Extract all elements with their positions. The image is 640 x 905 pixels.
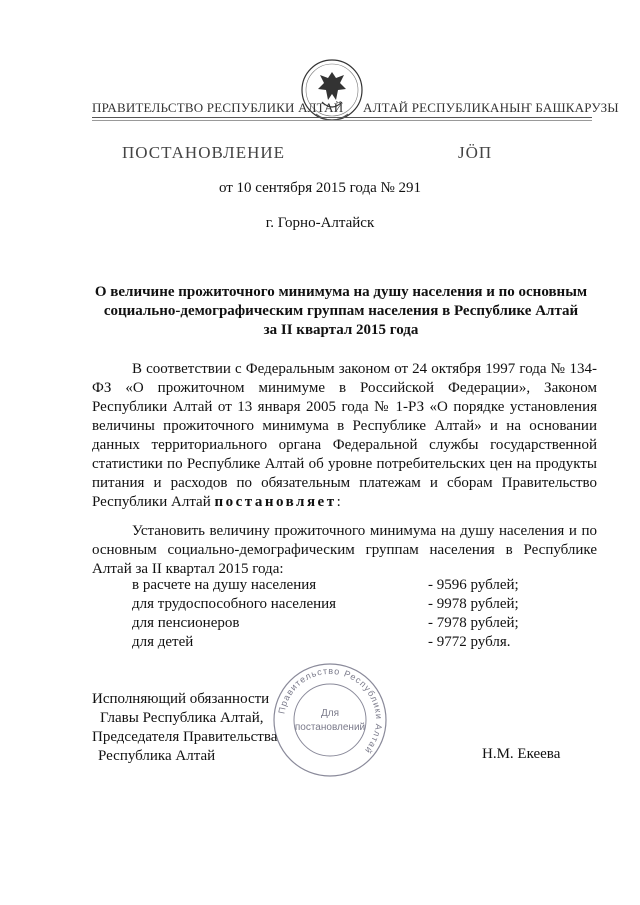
title-line-2: социально-демографическим группам населения в Республике Алтай bbox=[103, 303, 579, 319]
document-title bbox=[80, 283, 602, 340]
signature-line-4: Республика Алтай bbox=[98, 748, 216, 764]
value-row bbox=[132, 596, 602, 615]
preamble-paragraph bbox=[92, 360, 597, 512]
signature-line-2: Главы Республика Алтай, bbox=[100, 710, 264, 726]
value-label: для трудоспособного населения bbox=[132, 596, 337, 612]
title-line-1: О величине прожиточного минимума на душу населения и по основным bbox=[94, 284, 588, 300]
signature-line-1: Исполняющий обязанности bbox=[92, 691, 270, 707]
value-amount: - 9596 рублей; bbox=[428, 577, 519, 593]
value-label: в расчете на душу населения bbox=[132, 577, 317, 593]
signature-line-3: Председателя Правительства bbox=[92, 729, 278, 745]
document-type-altai: JӦП bbox=[458, 143, 493, 162]
value-amount: - 7978 рублей; bbox=[428, 615, 519, 631]
stamp-ring-text: Правительство Республики Алтай bbox=[276, 665, 385, 756]
header-right-text: АЛТАЙ РЕСПУБЛИКАНЫҤ БАШКАРУЗЫ bbox=[363, 100, 619, 115]
value-row bbox=[132, 634, 602, 653]
value-row bbox=[132, 577, 602, 596]
value-amount: - 9772 рубля. bbox=[428, 634, 511, 650]
value-label: для пенсионеров bbox=[132, 615, 240, 631]
header-left-text: ПРАВИТЕЛЬСТВО РЕСПУБЛИКИ АЛТАЙ bbox=[92, 100, 344, 115]
coat-of-arms-icon bbox=[296, 50, 368, 140]
signature-block bbox=[92, 690, 277, 766]
preamble-text: В соответствии с Федеральным законом от 24 октября 1997 года № 134-ФЗ «О прожиточном минимуме в Российской Федерации», Законом Республики Алтай от 13 января 2005 года № 1-РЗ «О порядке установления величины прожиточного минимума в Республике Алтай» и на основании данных территориального органа Федеральной службы государственной статистики по Республике Алтай об уровне потребительских цен на продукты питания и расходов по обязательным платежам и сборам Правительство Республики Алтай bbox=[92, 361, 597, 510]
header-divider bbox=[92, 117, 592, 118]
header-divider-thin bbox=[92, 120, 592, 121]
value-row bbox=[132, 615, 602, 634]
title-line-3: за II квартал 2015 года bbox=[263, 322, 419, 338]
stamp-center-line-2: постановлений bbox=[294, 722, 366, 733]
resolves-keyword: постановляет bbox=[214, 494, 337, 510]
document-type: ПОСТАНОВЛЕНИЕ bbox=[122, 143, 286, 162]
value-label: для детей bbox=[132, 634, 194, 650]
resolution-paragraph: Установить величину прожиточного минимума на душу населения и по основным социально-демографическим группам населения в Республике Алтай за II квартал 2015 года: bbox=[92, 523, 597, 577]
document-city: г. Горно-Алтайск bbox=[265, 215, 375, 231]
preamble-end: : bbox=[336, 494, 341, 510]
official-stamp bbox=[270, 660, 390, 780]
signer-name: Н.М. Екеева bbox=[482, 746, 561, 762]
stamp-center-line-1: Для bbox=[320, 708, 340, 719]
value-amount: - 9978 рублей; bbox=[428, 596, 519, 612]
document-date: от 10 сентября 2015 года № 291 bbox=[218, 180, 422, 196]
